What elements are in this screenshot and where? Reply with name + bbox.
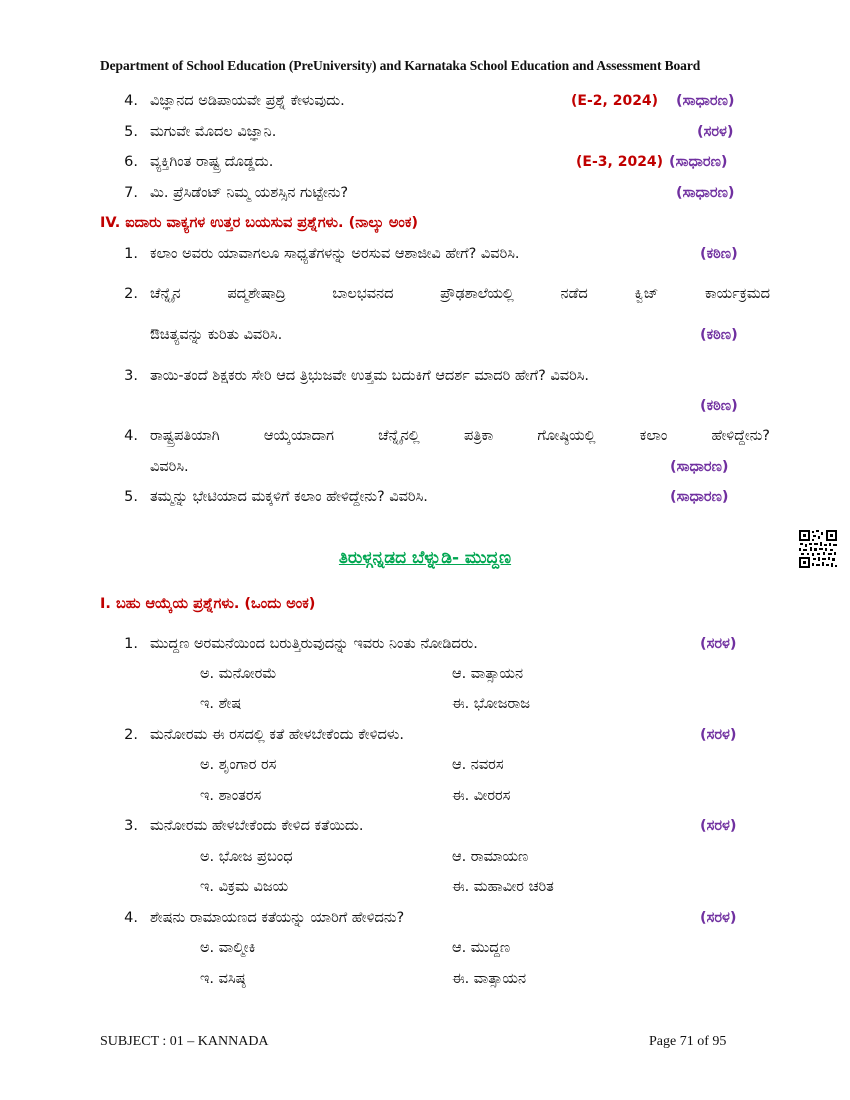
option-a: ಅ. ಶೃಂಗಾರ ರಸ	[200, 757, 277, 773]
item-text-line2: ವಿವರಿಸಿ.	[150, 459, 189, 475]
option-d: ಈ. ವಾತ್ಸಾಯನ	[452, 971, 527, 987]
item-text-line1: ರಾಷ್ಟ್ರಪತಿಯಾಗಿ ಆಯ್ಕೆಯಾದಾಗ ಚೆನ್ನೈನಲ್ಲಿ ಪತ್ರಿಕಾ ಗೋಷ್ಠಿಯಲ್ಲಿ ಕಲಾಂ ಹೇಳಿದ್ದೇನು?	[150, 428, 770, 444]
item-text-line2: ಔಚಿತ್ಯವನ್ನು ಕುರಿತು ವಿವರಿಸಿ.	[150, 327, 283, 343]
difficulty-tag: (ಸಾಧಾರಣ)	[676, 93, 735, 109]
difficulty-tag: (ಸಾಧಾರಣ)	[670, 459, 729, 475]
item-text: ಮಿ. ಪ್ರೆಸಿಡೆಂಟ್ ನಿಮ್ಮ ಯಶಸ್ಸಿನ ಗುಟ್ಟೇನು?	[150, 185, 349, 201]
exam-tag: (E-2, 2024)	[571, 93, 659, 109]
page-header: Department of School Education (PreUniversity) and Karnataka School Education and Assessment Board	[100, 58, 701, 73]
option-b: ಆ. ರಾಮಾಯಣ	[452, 849, 529, 865]
item-number: 7.	[124, 185, 138, 201]
option-c: ಇ. ಶಾಂತರಸ	[200, 788, 262, 804]
item-text: ವಿಜ್ಞಾನದ ಅಡಿಪಾಯವೇ ಪ್ರಶ್ನೆ ಕೇಳುವುದು.	[150, 93, 345, 109]
question-number: 2.	[124, 727, 138, 743]
difficulty-tag: (ಕಠಿಣ)	[700, 327, 738, 343]
item-text-line1: ಚೆನ್ನೈನ ಪದ್ಮಶೇಷಾದ್ರಿ ಬಾಲಭವನದ ಪ್ರೌಢಶಾಲೆಯಲ್ಲಿ ನಡೆದ ಕ್ವಿಜ್ ಕಾರ್ಯಕ್ರಮದ	[150, 286, 770, 302]
difficulty-tag: (ಸರಳ)	[700, 636, 737, 652]
difficulty-tag: (ಕಠಿಣ)	[700, 398, 738, 414]
lesson-title: ತಿರುಳ್ಗನ್ನಡದ ಬೆಳ್ನುಡಿ- ಮುದ್ದಣ	[338, 548, 512, 568]
difficulty-tag: (ಸಾಧಾರಣ)	[676, 185, 735, 201]
section-heading: IV. ಐದಾರು ವಾಕ್ಯಗಳ ಉತ್ತರ ಬಯಸುವ ಪ್ರಶ್ನೆಗಳು. (ನಾಲ್ಕು ಅಂಕ)	[100, 215, 418, 231]
difficulty-tag: (ಸಾಧಾರಣ)	[670, 489, 729, 505]
item-number: 6.	[124, 154, 138, 170]
question-number: 3.	[124, 818, 138, 834]
option-d: ಈ. ವೀರರಸ	[452, 788, 511, 804]
question-text: ಮುದ್ದಣ ಅರಮನೆಯಿಂದ ಬರುತ್ತಿರುವುದನ್ನು ಇವರು ನಿಂತು ನೋಡಿದರು.	[150, 636, 478, 652]
footer-subject: SUBJECT : 01 – KANNADA	[100, 1034, 269, 1049]
question-number: 1.	[124, 636, 138, 652]
item-text: ತಾಯಿ-ತಂದೆ ಶಿಕ್ಷಕರು ಸೇರಿ ಆದ ತ್ರಿಭುಜವೇ ಉತ್ತಮ ಬದುಕಿಗೆ ಆದರ್ಶ ಮಾದರಿ ಹೇಗೆ? ವಿವರಿಸಿ.	[150, 368, 590, 384]
item-text: ಕಲಾಂ ಅವರು ಯಾವಾಗಲೂ ಸಾಧ್ಯತೆಗಳನ್ನು ಅರಸುವ ಆಶಾಜೀವಿ ಹೇಗೆ? ವಿವರಿಸಿ.	[150, 246, 520, 262]
item-number: 5.	[124, 489, 138, 505]
item-number: 5.	[124, 124, 138, 140]
option-a: ಅ. ಮನೋರಮೆ	[200, 666, 277, 682]
section-heading: I. ಬಹು ಆಯ್ಕೆಯ ಪ್ರಶ್ನೆಗಳು. (ಒಂದು ಅಂಕ)	[100, 596, 316, 612]
option-c: ಇ. ವಸಿಷ್ಠ	[200, 971, 246, 987]
question-text: ಮನೋರಮ ಈ ರಸದಲ್ಲಿ ಕತೆ ಹೇಳಬೇಕೆಂದು ಕೇಳಿದಳು.	[150, 727, 404, 743]
item-number: 2.	[124, 286, 138, 302]
option-a: ಅ. ವಾಲ್ಮೀಕಿ	[200, 940, 256, 956]
option-c: ಇ. ಶೇಷ	[200, 696, 242, 712]
difficulty-tag: (ಸರಳ)	[700, 910, 737, 926]
item-text: ತಮ್ಮನ್ನು ಭೇಟಿಯಾದ ಮಕ್ಕಳಿಗೆ ಕಲಾಂ ಹೇಳಿದ್ದೇನು? ವಿವರಿಸಿ.	[150, 489, 428, 505]
question-text: ಶೇಷನು ರಾಮಾಯಣದ ಕತೆಯನ್ನು ಯಾರಿಗೆ ಹೇಳಿದನು?	[150, 910, 405, 926]
footer-page-number: Page 71 of 95	[649, 1034, 727, 1049]
difficulty-tag: (ಕಠಿಣ)	[700, 246, 738, 262]
option-d: ಈ. ಭೋಜರಾಜ	[452, 696, 530, 712]
option-a: ಅ. ಭೋಜ ಪ್ರಬಂಧ	[200, 849, 293, 865]
option-b: ಆ. ಮುದ್ದಣ	[452, 940, 511, 956]
item-number: 1.	[124, 246, 138, 262]
question-number: 4.	[124, 910, 138, 926]
item-number: 3.	[124, 368, 138, 384]
option-c: ಇ. ವಿಕ್ರಮ ವಿಜಯ	[200, 879, 289, 895]
item-number: 4.	[124, 428, 138, 444]
question-text: ಮನೋರಮ ಹೇಳಬೇಕೆಂದು ಕೇಳಿದ ಕತೆಯಿದು.	[150, 818, 364, 834]
difficulty-tag: (ಸರಳ)	[700, 727, 737, 743]
exam-tag: (E-3, 2024)	[576, 154, 664, 170]
option-b: ಆ. ವಾತ್ಸಾಯನ	[452, 666, 524, 682]
option-d: ಈ. ಮಹಾವೀರ ಚರಿತ	[452, 879, 554, 895]
difficulty-tag: (ಸರಳ)	[700, 818, 737, 834]
difficulty-tag: (ಸಾಧಾರಣ)	[669, 154, 728, 170]
item-text: ವ್ಯಕ್ತಿಗಿಂತ ರಾಷ್ಟ್ರ ದೊಡ್ಡದು.	[150, 154, 274, 170]
item-number: 4.	[124, 93, 138, 109]
option-b: ಆ. ನವರಸ	[452, 757, 504, 773]
item-text: ಮಗುವೇ ಮೊದಲ ವಿಜ್ಞಾನಿ.	[150, 124, 277, 140]
difficulty-tag: (ಸರಳ)	[697, 124, 734, 140]
